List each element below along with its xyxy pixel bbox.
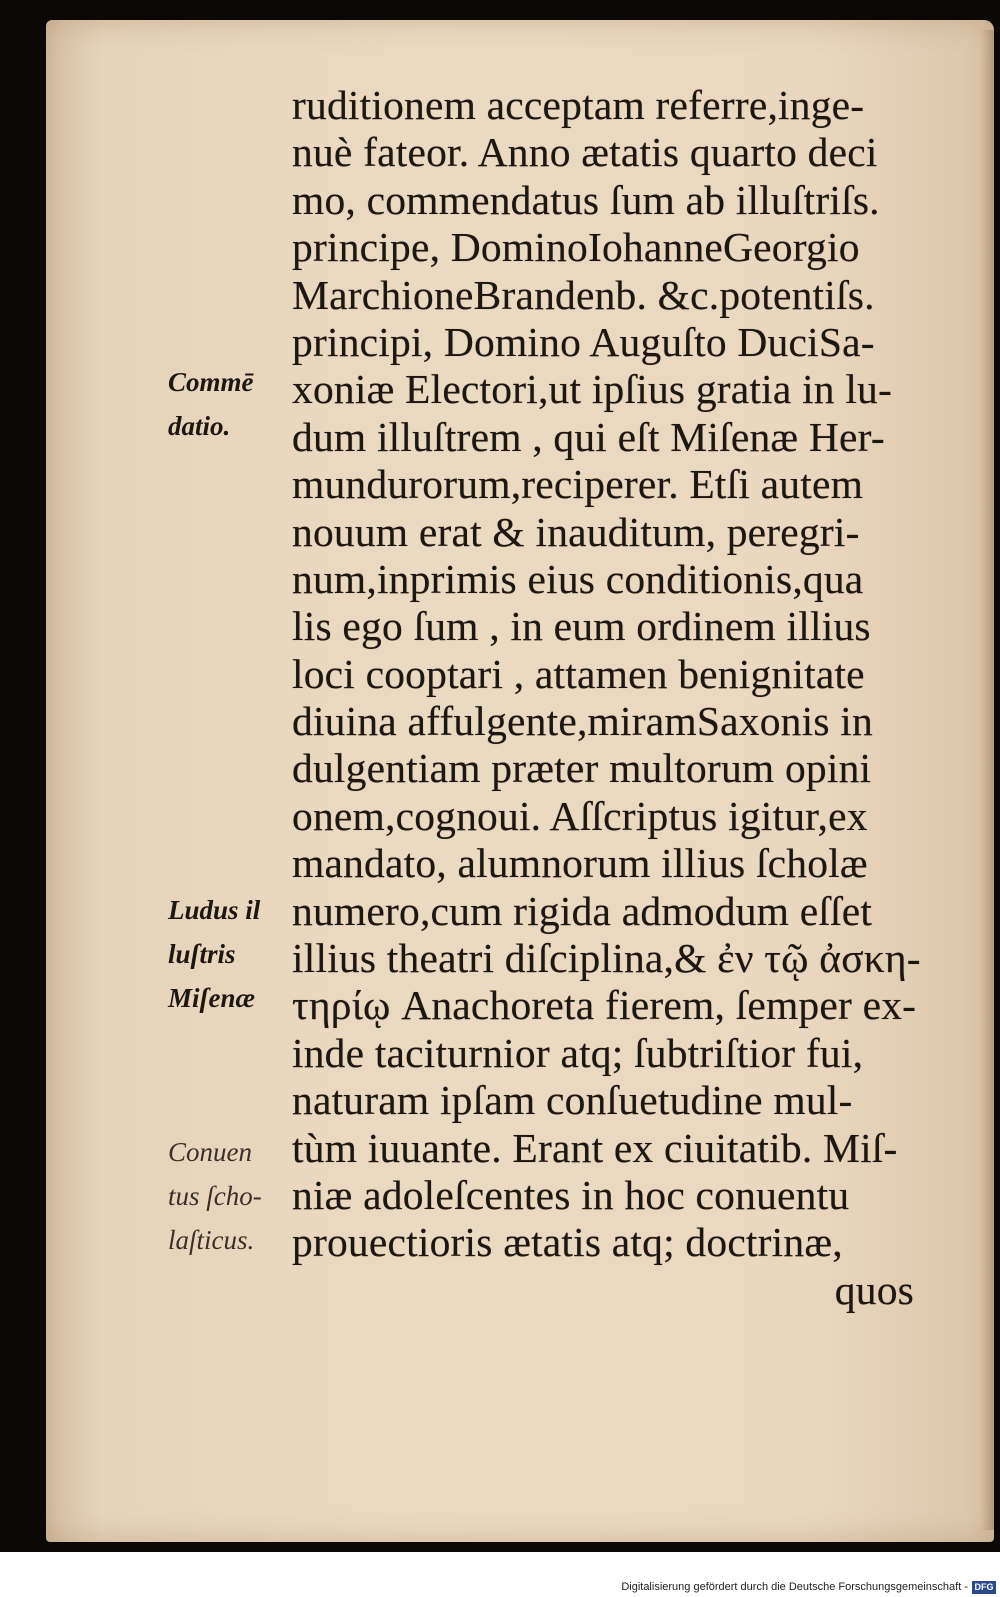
dfg-logo: DFG [972, 1581, 996, 1594]
text-line: diuina affulgente,miramSaxonis in [292, 698, 873, 745]
text-line: MarchioneBrandenb. &c.potentiſs. [292, 271, 875, 318]
text-line: dum illuſtrem , qui eſt Miſenæ Her- [292, 413, 885, 460]
text-line: nuè fateor. Anno ætatis quarto deci [292, 129, 878, 176]
text-line: mundurorum,reciperer. Etſi autem [292, 461, 864, 508]
footer-credit: Digitalisierung gefördert durch die Deutsche Forschungsgemeinschaft - [621, 1581, 968, 1593]
text-line: nouum erat & inauditum, peregri- [292, 508, 860, 555]
text-line: xoniæ Electori,ut ipſius gratia in lu- [292, 366, 893, 413]
footer-bar [0, 1552, 1000, 1597]
body-text [292, 82, 942, 1314]
marginal-note-commendatio [168, 360, 288, 448]
marginal-line: datio. [168, 411, 231, 441]
text-line: inde taciturnior atq; ſubtriſtior fui, [292, 1029, 864, 1076]
text-line: onem,cognoui. Aſſcriptus igitur,ex [292, 792, 868, 839]
text-line: tùm iuuante. Erant ex ciuitatib. Miſ- [292, 1124, 898, 1171]
text-line: naturam ipſam conſuetudine mul- [292, 1077, 853, 1124]
text-line: niæ adoleſcentes in hoc conuentu [292, 1171, 850, 1218]
marginal-line: tus ſcho- [168, 1181, 262, 1211]
page-edge-shadow [980, 30, 994, 1530]
text-line: mo, commendatus ſum ab illuſtriſs. [292, 176, 880, 223]
text-line: principi, Domino Auguſto DuciSa- [292, 318, 875, 365]
text-line: prouectioris ætatis atq; doctrinæ, [292, 1219, 843, 1266]
marginal-note-conuentus [168, 1130, 288, 1262]
text-line: principe, DominoIohanneGeorgio [292, 224, 860, 271]
marginal-line: laſticus. [168, 1225, 255, 1255]
catchword: quos [834, 1266, 914, 1313]
marginal-line: Ludus il [168, 895, 261, 925]
text-line: dulgentiam præter multorum opini [292, 745, 872, 792]
marginal-line: Miſenæ [168, 983, 255, 1013]
text-line: ruditionem acceptam referre,inge- [292, 82, 865, 128]
text-line: illius theatri diſciplina,& ἐν τῷ ἀσκη- [292, 935, 921, 982]
text-line: τηρίῳ Anachoreta fierem, ſemper ex- [292, 982, 917, 1029]
marginal-line: Commē [168, 367, 254, 397]
text-line: num,inprimis eius conditionis,qua [292, 555, 864, 602]
text-line: loci cooptari , attamen benignitate [292, 650, 865, 697]
text-line: mandato, alumnorum illius ſcholæ [292, 840, 868, 887]
text-line: numero,cum rigida admodum eſſet [292, 887, 873, 934]
marginal-line: luſtris [168, 939, 236, 969]
marginal-note-ludus [168, 888, 288, 1020]
text-line: lis ego ſum , in eum ordinem illius [292, 603, 871, 650]
marginal-line: Conuen [168, 1137, 252, 1167]
